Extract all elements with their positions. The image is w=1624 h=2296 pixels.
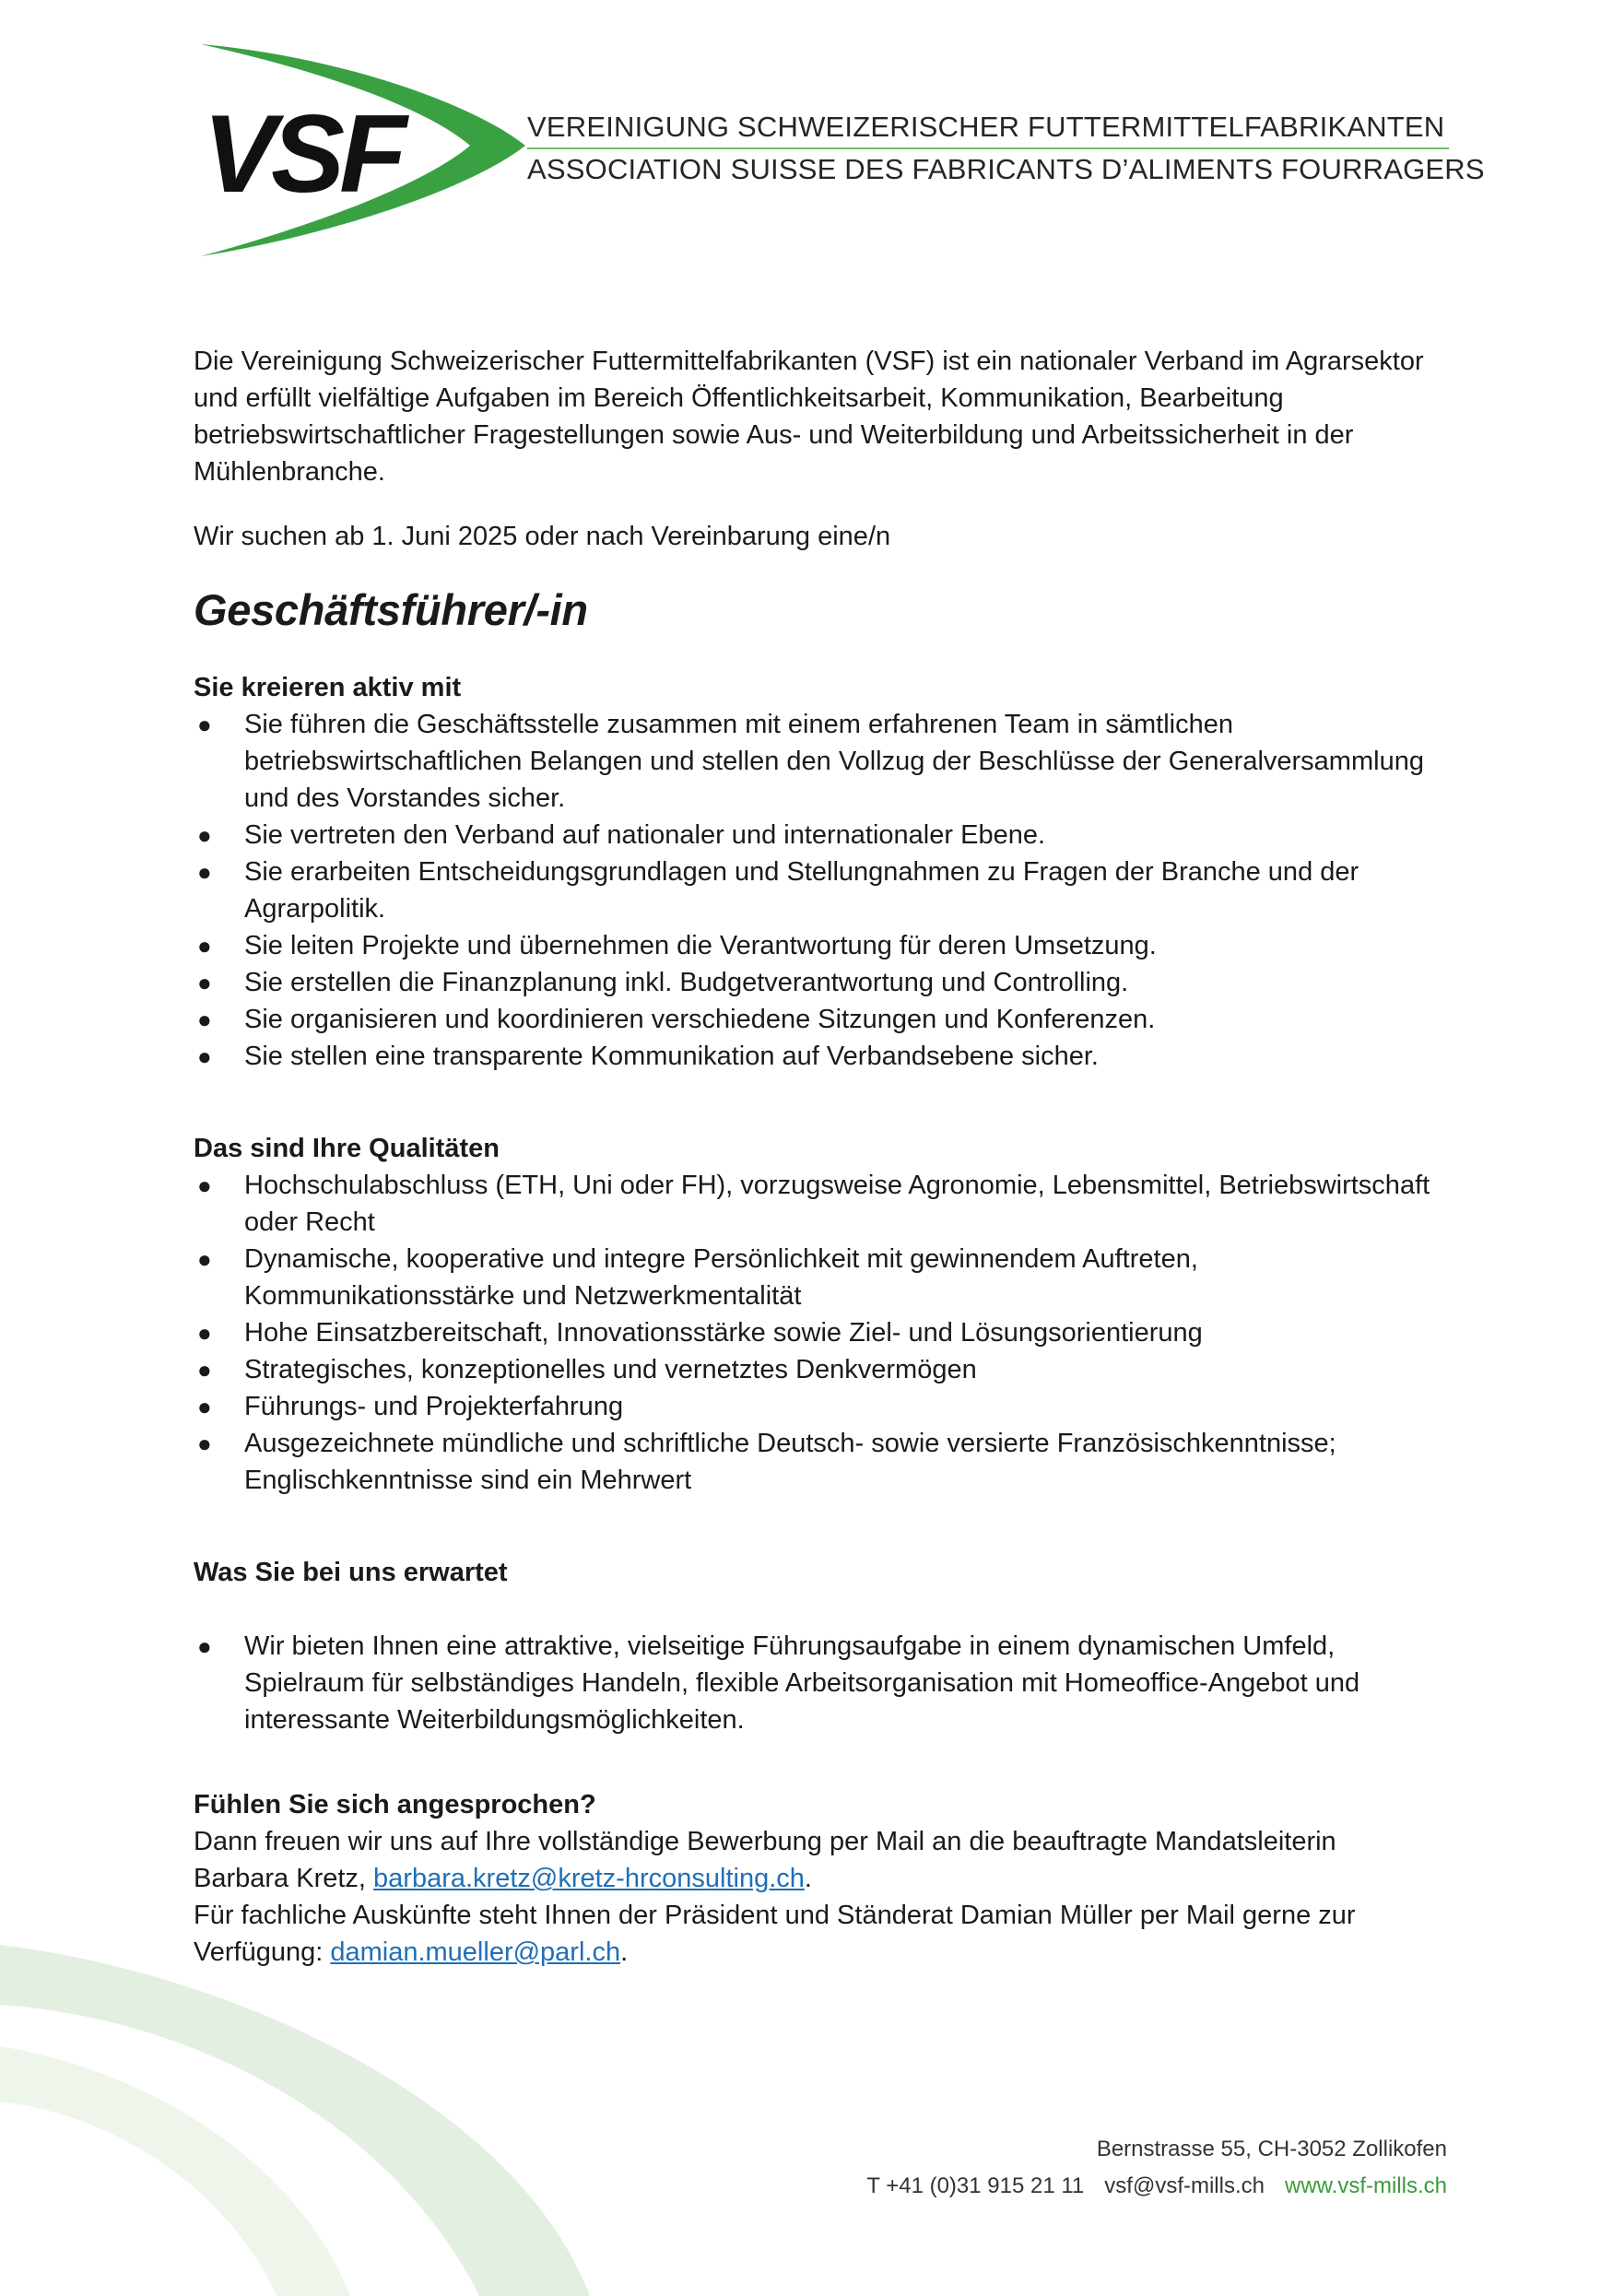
list-item: ● Sie erarbeiten Entscheidungsgrundlagen und Stellungnahmen zu Fragen der Branche und der Agrarpolitik. <box>194 854 1436 927</box>
footer-phone: T +41 (0)31 915 21 11 <box>866 2173 1085 2198</box>
job-title: Geschäftsführer/-in <box>194 585 588 634</box>
email-link-mueller[interactable]: damian.mueller@parl.ch <box>330 1937 621 1967</box>
bullet-icon: ● <box>197 858 212 886</box>
bullet-icon: ● <box>197 969 212 996</box>
association-name-de: VEREINIGUNG SCHWEIZERISCHER FUTTERMITTELFABRIKANTEN <box>527 111 1445 143</box>
qualities-list <box>194 1167 1436 1499</box>
logo-text: VSF <box>203 92 402 216</box>
list-item: ● Sie organisieren und koordinieren verschiedene Sitzungen und Konferenzen. <box>194 1001 1436 1038</box>
footer-contact <box>866 2168 1447 2205</box>
section-heading-qualities: Das sind Ihre Qualitäten <box>194 1134 500 1163</box>
contact-paragraph-1: Dann freuen wir uns auf Ihre vollständige Bewerbung per Mail an die beauftragte Mandatsleiterin Barbara Kretz, barbara.kretz@kretz-hrconsulting.ch. <box>194 1827 1336 1893</box>
list-item: ● Führungs- und Projekterfahrung <box>194 1388 1436 1425</box>
association-name <box>527 109 1485 188</box>
section-heading-contact: Fühlen Sie sich angesprochen? <box>194 1790 596 1819</box>
decorative-swoosh <box>0 1917 645 2296</box>
header-divider <box>527 147 1449 149</box>
footer <box>866 2131 1447 2205</box>
task-list <box>194 706 1436 1075</box>
bullet-icon: ● <box>197 1006 212 1033</box>
list-item: ● Sie vertreten den Verband auf nationaler und internationaler Ebene. <box>194 817 1436 854</box>
bullet-icon: ● <box>197 1042 212 1070</box>
bullet-icon: ● <box>197 1172 212 1199</box>
bullet-icon: ● <box>197 1245 212 1273</box>
intro-paragraph: Die Vereinigung Schweizerischer Futtermittelfabrikanten (VSF) ist ein nationaler Verband im Agrarsektor und erfüllt vielfältige Aufgaben im Bereich Öffentlichkeitsarbeit, Kommunikation, Bearbeitung betriebswirtschaftlicher Fragestellungen sowie Aus- und Weiterbildung und Arbeitssicherheit in der Mühlenbranche. <box>194 347 1424 487</box>
list-item: ● Wir bieten Ihnen eine attraktive, vielseitige Führungsaufgabe in einem dynamischen Umfeld, Spielraum für selbständiges Handeln, flexible Arbeitsorganisation mit Homeoffice-Angebot und interessante Weiterbildungsmöglichkeiten. <box>194 1628 1436 1738</box>
letterhead <box>0 0 1624 277</box>
footer-email[interactable]: vsf@vsf-mills.ch <box>1104 2173 1265 2198</box>
section-heading-tasks: Sie kreieren aktiv mit <box>194 673 462 702</box>
job-posting <box>194 343 1436 1971</box>
list-item: ● Strategisches, konzeptionelles und vernetztes Denkvermögen <box>194 1351 1436 1388</box>
bullet-icon: ● <box>197 1632 212 1660</box>
search-line: Wir suchen ab 1. Juni 2025 oder nach Vereinbarung eine/n <box>194 522 891 551</box>
bullet-icon: ● <box>197 932 212 960</box>
list-item: ● Sie führen die Geschäftsstelle zusammen mit einem erfahrenen Team in sämtlichen betriebswirtschaftlichen Belangen und stellen den Vollzug der Beschlüsse der Generalversammlung und des Vorstandes sicher. <box>194 706 1436 817</box>
bullet-icon: ● <box>197 1319 212 1347</box>
vsf-logo <box>194 37 544 267</box>
list-item: ● Hohe Einsatzbereitschaft, Innovationsstärke sowie Ziel- und Lösungsorientierung <box>194 1314 1436 1351</box>
footer-website[interactable]: www.vsf-mills.ch <box>1284 2173 1447 2198</box>
bullet-icon: ● <box>197 1393 212 1420</box>
bullet-icon: ● <box>197 821 212 849</box>
section-heading-offer: Was Sie bei uns erwartet <box>194 1558 508 1587</box>
offer-list <box>194 1628 1436 1738</box>
list-item: ● Dynamische, kooperative und integre Persönlichkeit mit gewinnendem Auftreten, Kommunikationsstärke und Netzwerkmentalität <box>194 1241 1436 1314</box>
bullet-icon: ● <box>197 1356 212 1383</box>
bullet-icon: ● <box>197 711 212 738</box>
footer-address: Bernstrasse 55, CH-3052 Zollikofen <box>1096 2137 1447 2161</box>
contact-paragraph-2: Für fachliche Auskünfte steht Ihnen der Präsident und Ständerat Damian Müller per Mail gerne zur Verfügung: damian.mueller@parl.ch. <box>194 1901 1356 1967</box>
list-item: ● Sie stellen eine transparente Kommunikation auf Verbandsebene sicher. <box>194 1038 1436 1075</box>
association-name-fr: ASSOCIATION SUISSE DES FABRICANTS D’ALIMENTS FOURRAGERS <box>527 153 1485 185</box>
bullet-icon: ● <box>197 1430 212 1457</box>
list-item: ● Hochschulabschluss (ETH, Uni oder FH), vorzugsweise Agronomie, Lebensmittel, Betriebswirtschaft oder Recht <box>194 1167 1436 1241</box>
list-item: ● Sie erstellen die Finanzplanung inkl. Budgetverantwortung und Controlling. <box>194 964 1436 1001</box>
email-link-kretz[interactable]: barbara.kretz@kretz-hrconsulting.ch <box>373 1864 805 1893</box>
list-item: ● Sie leiten Projekte und übernehmen die Verantwortung für deren Umsetzung. <box>194 927 1436 964</box>
list-item: ● Ausgezeichnete mündliche und schriftliche Deutsch- sowie versierte Französischkenntnisse; Englischkenntnisse sind ein Mehrwert <box>194 1425 1436 1499</box>
